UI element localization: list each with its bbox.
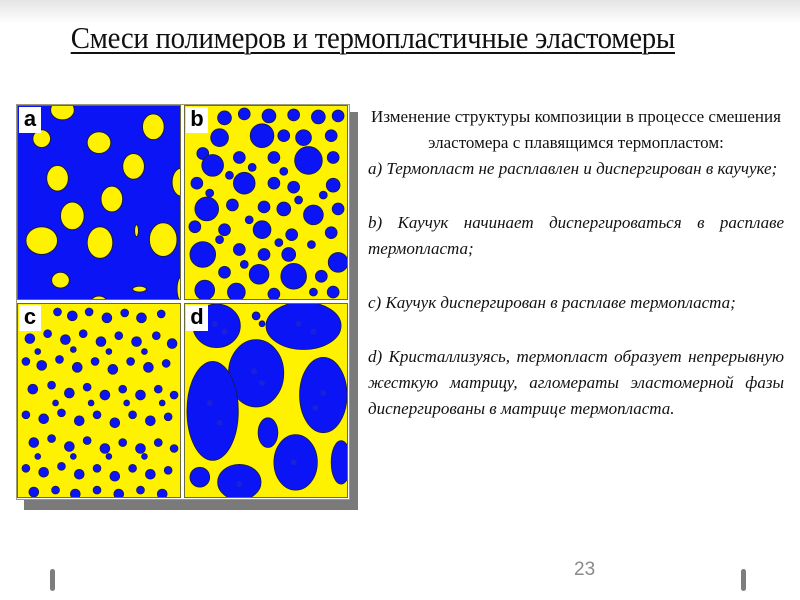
page-number: 23 — [574, 559, 596, 580]
caption-item-a: a) Термопласт не расплавлен и диспергирован в каучуке; — [368, 159, 778, 178]
panel-d — [184, 303, 348, 498]
binder-pin-left-icon — [50, 569, 55, 591]
panel-label: b — [186, 107, 208, 133]
panel-c — [17, 303, 181, 498]
panel-b — [184, 105, 348, 300]
panel-c-image — [18, 304, 180, 497]
caption-heading: Изменение структуры композиции в процессе смешения эластомера с плавящимся термопластом: — [371, 107, 781, 152]
panel-d-image — [185, 304, 347, 497]
panel-label: a — [19, 107, 41, 133]
caption-item-b: b) Каучук начинает диспергироваться в расплаве термопласта; — [368, 213, 784, 258]
panel-label: d — [186, 305, 208, 331]
binder-pin-right-icon — [741, 569, 746, 591]
morphology-figure — [16, 104, 350, 500]
slide-title: Смеси полимеров и термопластичные эластомеры — [70, 20, 675, 55]
panel-a — [17, 105, 181, 300]
panel-b-image — [185, 106, 347, 299]
panel-a-image — [18, 106, 180, 299]
caption-item-d: d) Кристаллизуясь, термопласт образует непрерывную жесткую матрицу, агломераты эластомерной фазы диспергированы в матрице термопласта. — [368, 347, 784, 418]
panel-label: c — [19, 305, 41, 331]
figure-caption — [368, 104, 784, 422]
caption-item-c: c) Каучук диспергирован в расплаве термопласта; — [368, 293, 736, 312]
